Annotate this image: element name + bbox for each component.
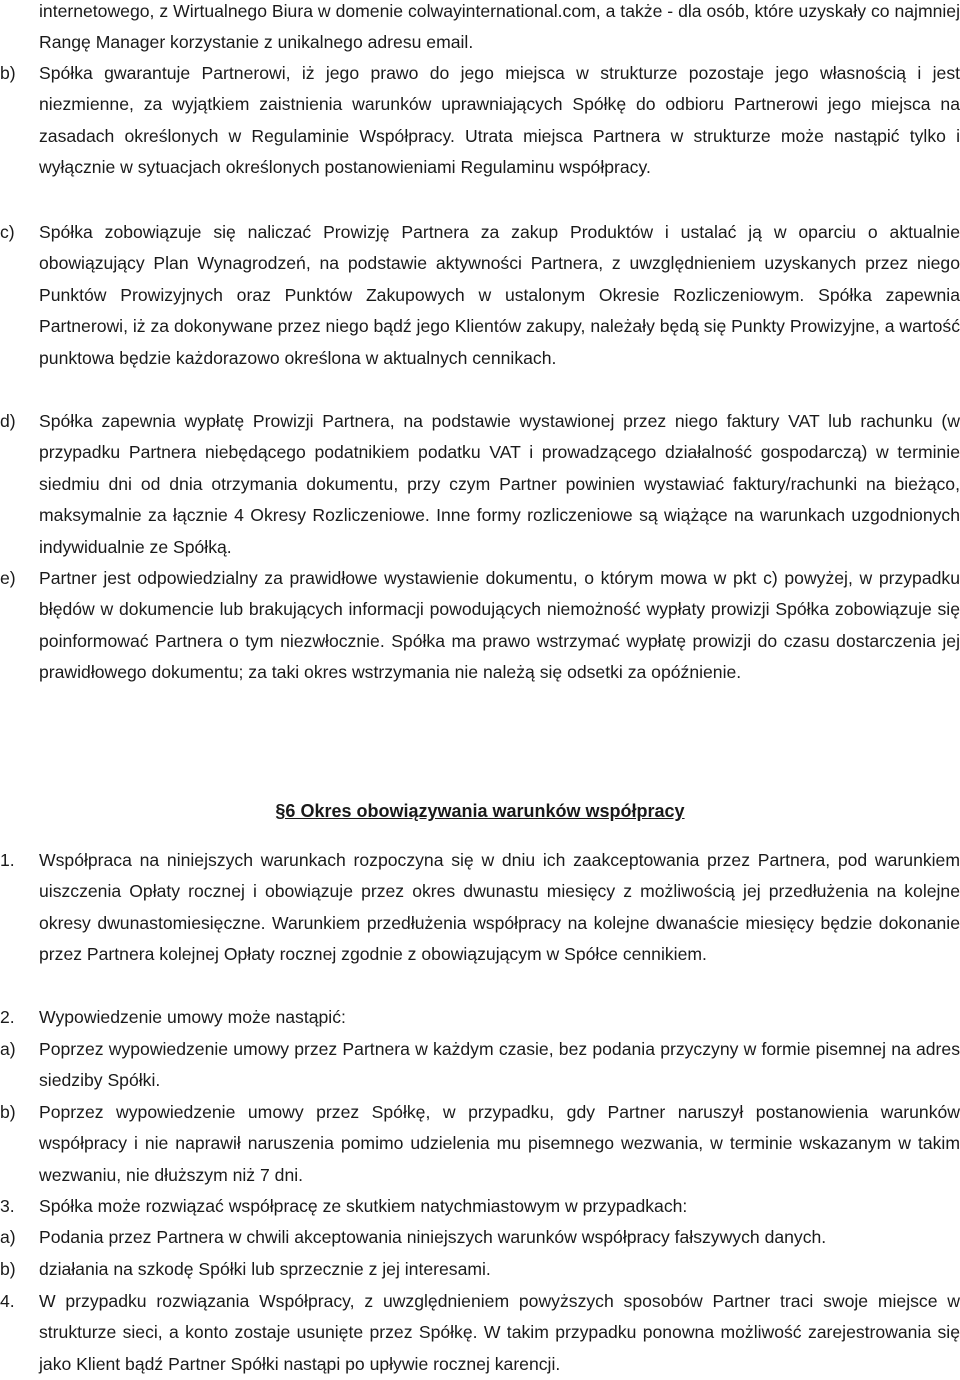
list-item-text: działania na szkodę Spółki lub sprzecznie z jej interesami. <box>39 1259 491 1279</box>
list-item-text: Poprzez wypowiedzenie umowy przez Partnera w każdym czasie, bez podania przyczyny w formie pisemnej na adres siedziby Spółki. <box>39 1039 960 1091</box>
list-item-text: Wypowiedzenie umowy może nastąpić: <box>39 1007 346 1027</box>
list-item-2a <box>0 1034 960 1097</box>
list-item-4 <box>0 1286 960 1380</box>
list-item-text: Podania przez Partnera w chwili akceptowania niniejszych warunków współpracy fałszywych danych. <box>39 1227 827 1247</box>
list-marker: c) <box>0 222 15 242</box>
continuation-paragraph <box>0 0 960 59</box>
list-marker: b) <box>0 1102 16 1122</box>
list-item-text: W przypadku rozwiązania Współpracy, z uwzględnieniem powyższych sposobów Partner traci swoje miejsce w strukturze sieci, a konto zostaje usunięte przez Spółkę. W takim przypadku ponowna możliwość zarejestrowania się jako Klient bądź Partner Spółki nastąpi po upływie rocznej karencji. <box>39 1291 960 1374</box>
list-marker: 2. <box>0 1007 15 1027</box>
list-item-text: Spółka zapewnia wypłatę Prowizji Partnera, na podstawie wystawionej przez niego faktury VAT lub rachunku (w przypadku Partnera niebędącego podatnikiem podatku VAT i prowadzącego działalność gospodarczą) w terminie siedmiu dni od dnia otrzymania dokumentu, przy czym Partner powinien wystawiać faktury/rachunki na bieżąco, maksymalnie za łącznie 4 Okresy Rozliczeniowe. Inne formy rozliczeniowe są wiążące na warunkach uzgodnionych indywidualnie ze Spółką. <box>39 411 960 557</box>
list-marker: 1. <box>0 850 15 870</box>
section-heading-text: §6 Okres obowiązywania warunków współpracy <box>275 801 685 821</box>
list-item-1 <box>0 845 960 971</box>
list-item-3a <box>0 1222 960 1253</box>
list-item-text: Partner jest odpowiedzialny za prawidłowe wystawienie dokumentu, o którym mowa w pkt c) powyżej, w przypadku błędów w dokumencie lub brakujących informacji powodujących niemożność wypłaty prowizji Spółka zobowiązuje się poinformować Partnera o tym niezwłocznie. Spółka ma prawo wstrzymać wypłatę prowizji do czasu dostarczenia jej prawidłowego dokumentu; za taki okres wstrzymania nie należą się odsetki za opóźnienie. <box>39 568 960 683</box>
list-item-2b <box>0 1097 960 1191</box>
list-item-2 <box>0 1002 960 1033</box>
list-marker: b) <box>0 63 16 83</box>
list-item-d <box>0 406 960 563</box>
list-item-text: Spółka gwarantuje Partnerowi, iż jego prawo do jego miejsca w strukturze pozostaje jego własnością i jest niezmienne, za wyjątkiem zaistnienia warunków uprawniających Spółkę do odbioru Partnerowi jego miejsca na zasadach określonych w Regulaminie Współpracy. Utrata miejsca Partnera w strukturze może nastąpić tylko i wyłącznie w sytuacjach określonych postanowieniami Regulaminu współpracy. <box>39 63 960 178</box>
list-item-text: Spółka zobowiązuje się naliczać Prowizję Partnera za zakup Produktów i ustalać ją w oparciu o aktualnie obowiązujący Plan Wynagrodzeń, na podstawie aktywności Partnera, z uwzględnieniem uzyskanych przez niego Punktów Prowizyjnych oraz Punktów Zakupowych w ustalonym Okresie Rozliczeniowym. Spółka zapewnia Partnerowi, iż za dokonywane przez niego bądź jego Klientów zakupy, należały będą się Punkty Prowizyjne, a wartość punktowa będzie każdorazowo określona w aktualnych cennikach. <box>39 222 960 368</box>
list-item-b <box>0 58 960 184</box>
section-heading <box>0 797 960 825</box>
list-item-text: Spółka może rozwiązać współpracę ze skutkiem natychmiastowym w przypadkach: <box>39 1196 688 1216</box>
list-item-c <box>0 217 960 374</box>
list-marker: a) <box>0 1227 16 1247</box>
list-item-3b <box>0 1254 960 1285</box>
list-marker: d) <box>0 411 16 431</box>
list-item-text: Współpraca na niniejszych warunkach rozpoczyna się w dniu ich zaakceptowania przez Partnera, pod warunkiem uiszczenia Opłaty rocznej i obowiązuje przez okres dwunastu miesięcy z możliwością jej przedłużenia na kolejne okresy dwunastomiesięczne. Warunkiem przedłużenia współpracy na kolejne dwanaście miesięcy będzie dokonanie przez Partnera kolejnej Opłaty rocznej zgodnie z obowiązującym w Spółce cennikiem. <box>39 850 960 965</box>
list-item-e <box>0 563 960 689</box>
list-marker: a) <box>0 1039 16 1059</box>
continuation-text: internetowego, z Wirtualnego Biura w domenie colwayinternational.com, a także - dla osób, które uzyskały co najmniej Rangę Manager korzystanie z unikalnego adresu email. <box>39 1 960 53</box>
list-item-3 <box>0 1191 960 1222</box>
list-marker: b) <box>0 1259 16 1279</box>
list-item-text: Poprzez wypowiedzenie umowy przez Spółkę, w przypadku, gdy Partner naruszył postanowienia warunków współpracy i nie naprawił naruszenia pomimo udzielenia mu pisemnego wezwania, w terminie wskazanym w takim wezwaniu, nie dłuższym niż 7 dni. <box>39 1102 960 1185</box>
list-marker: 3. <box>0 1196 15 1216</box>
list-marker: 4. <box>0 1291 15 1311</box>
list-marker: e) <box>0 568 16 588</box>
